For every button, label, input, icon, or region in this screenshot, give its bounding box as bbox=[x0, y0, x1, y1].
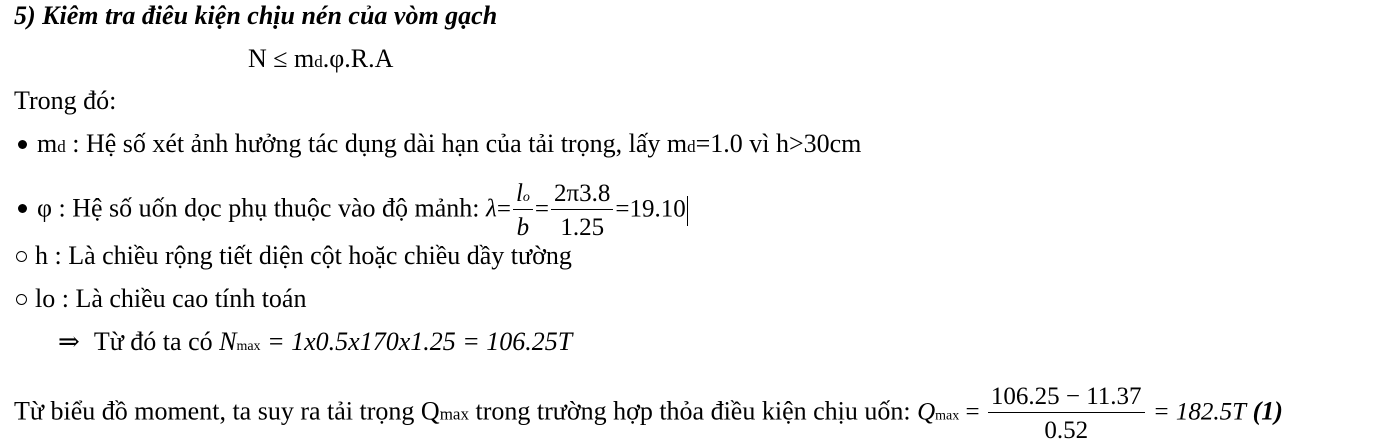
frac2-num: 2π3.8 bbox=[551, 181, 613, 210]
qmax-result: = 182.5T bbox=[1146, 398, 1247, 426]
md-symbol-sub: d bbox=[57, 137, 66, 156]
formula-left: N ≤ m bbox=[248, 44, 315, 73]
qmax-var: Q bbox=[917, 398, 936, 426]
lambda-result: =19.10 bbox=[615, 195, 686, 223]
phi-text: φ : Hệ số uốn dọc phụ thuộc vào độ mảnh: bbox=[37, 193, 486, 223]
section-heading: 5) Kiêm tra điêu kiện chịu nén của vòm gạch bbox=[14, 1, 498, 30]
sub-bullet-lo bbox=[14, 284, 306, 314]
md-text-b: =1.0 vì h>30cm bbox=[695, 129, 862, 158]
nmax-var-sub: max bbox=[236, 339, 261, 354]
equation-tag: (1) bbox=[1246, 396, 1283, 426]
qmax-fraction bbox=[988, 384, 1145, 441]
frac1-num-sub: o bbox=[522, 190, 530, 205]
bullet-dot-icon bbox=[18, 204, 27, 213]
implies-text: Từ đó ta có bbox=[87, 327, 220, 356]
qmax-text-sub: max bbox=[439, 404, 469, 424]
h-text: h : Là chiều rộng tiết diện cột hoặc chiều dầy tường bbox=[35, 241, 572, 270]
lo-text: lo : Là chiều cao tính toán bbox=[35, 284, 307, 313]
qmax-text-a: Từ biểu đồ moment, ta suy ra tải trọng Q bbox=[14, 396, 440, 426]
frac1-num: l bbox=[515, 180, 523, 207]
nmax-expr: = 1x0.5x170x1.25 = 106.25T bbox=[260, 327, 573, 356]
text-cursor bbox=[687, 196, 689, 226]
formula-sub: d bbox=[314, 52, 323, 71]
circle-bullet-icon bbox=[16, 251, 27, 262]
compression-condition-formula bbox=[248, 44, 393, 77]
nmax-var: N bbox=[219, 327, 237, 356]
formula-right: .φ.R.A bbox=[322, 44, 394, 73]
qmax-text-b: trong trường hợp thỏa điều kiện chịu uốn: bbox=[468, 396, 918, 426]
md-symbol: m bbox=[37, 129, 58, 158]
lambda-eq1: = bbox=[496, 195, 511, 223]
qmax-eq: = bbox=[959, 398, 986, 426]
qmax-num: 106.25 − 11.37 bbox=[988, 384, 1145, 413]
md-text-sub: d bbox=[687, 137, 696, 156]
sub-bullet-h bbox=[14, 241, 572, 271]
bullet-dot-icon bbox=[18, 140, 27, 149]
nmax-result-line bbox=[58, 327, 572, 362]
lambda-eq2: = bbox=[534, 195, 549, 223]
frac1-den: b bbox=[516, 214, 530, 241]
where-label: Trong đó: bbox=[14, 86, 117, 115]
qmax-var-sub: max bbox=[935, 408, 960, 424]
implies-arrow-icon: ⇒ bbox=[58, 327, 80, 356]
frac2-den: 1.25 bbox=[560, 214, 605, 241]
qmax-line bbox=[14, 384, 1283, 441]
bullet-md bbox=[14, 129, 861, 162]
md-text-a: : Hệ số xét ảnh hưởng tác dụng dài hạn của tải trọng, lấy m bbox=[65, 129, 688, 158]
fraction-lo-over-b bbox=[513, 181, 533, 240]
circle-bullet-icon bbox=[16, 294, 27, 305]
lambda-symbol: λ bbox=[486, 195, 497, 223]
fraction-2pi bbox=[551, 181, 613, 240]
bullet-phi bbox=[14, 181, 688, 240]
qmax-den: 0.52 bbox=[1044, 417, 1089, 441]
